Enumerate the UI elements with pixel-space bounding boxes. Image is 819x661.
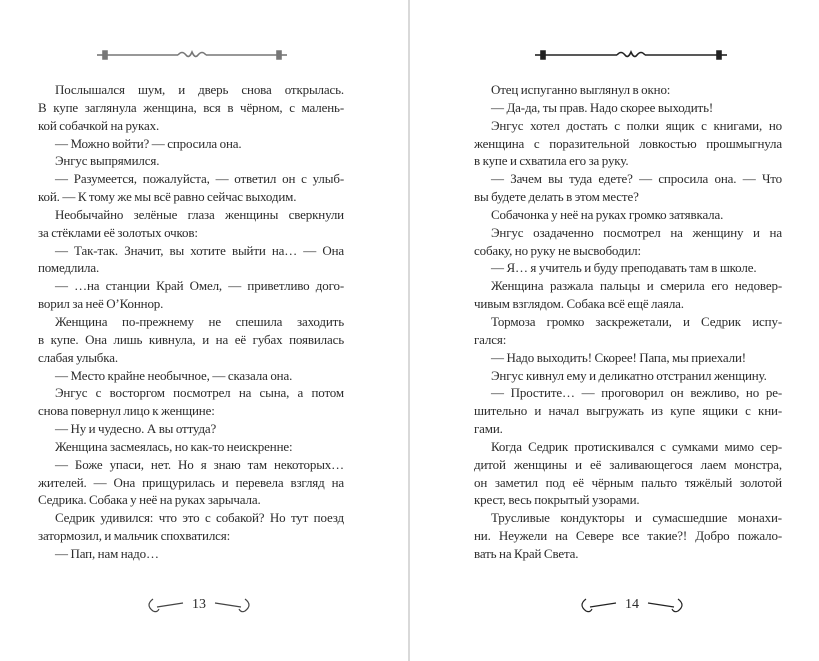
paragraph — [38, 313, 344, 367]
text-line: вать на Край Света. — [474, 545, 579, 561]
page-footer — [578, 592, 686, 618]
text-line: — Можно войти? — спросила она. — [55, 135, 242, 151]
paragraph — [38, 545, 344, 563]
text-line: Энгус хотел достать с полки ящик с книгами, но — [491, 117, 782, 133]
page-number: 13 — [192, 597, 206, 612]
text-line: дитой женщины и её заливающегося лаем монстра, — [474, 456, 782, 472]
swirl-left-icon — [145, 595, 185, 615]
swirl-right-icon — [213, 595, 253, 615]
paragraph — [474, 259, 782, 277]
text-line: В купе заглянула женщина, вся в чёрном, с малень- — [38, 99, 344, 115]
text-line: в купе. Она лишь кивнула, и на её губах появилась — [38, 331, 344, 347]
paragraph — [474, 509, 782, 563]
text-line: Женщина засмеялась, но как-то неискренне: — [55, 438, 293, 454]
paragraph — [38, 81, 344, 135]
paragraph — [474, 99, 782, 117]
header-ornament-icon — [97, 46, 287, 69]
text-line: — Боже упаси, нет. Но я знаю там некоторых… — [55, 456, 344, 472]
paragraph — [38, 456, 344, 510]
paragraph — [38, 206, 344, 242]
paragraph — [38, 438, 344, 456]
text-line: Седрик удивился: что это с собакой? Но тут поезд — [55, 510, 344, 526]
swirl-right-icon — [646, 595, 686, 615]
text-line: затормозил, и мальчик спохватился: — [38, 528, 231, 544]
paragraph — [474, 170, 782, 206]
text-line: кой собачкой на руках. — [38, 117, 160, 133]
paragraph — [38, 170, 344, 206]
swirl-left-icon — [578, 595, 618, 615]
text-line: — Разумеется, пожалуйста, — ответил он с улыб- — [55, 171, 344, 187]
text-line: собаку, но руку не высвободил: — [474, 242, 641, 258]
text-line: чивым взглядом. Собака всё ещё лаяла. — [474, 296, 684, 312]
text-line: Энгус озадаченно посмотрел на женщину и на — [491, 224, 782, 240]
text-line: Женщина по-прежнему не спешила заходить — [55, 313, 344, 329]
text-line: Когда Седрик протискивался с сумками мимо сер- — [491, 438, 782, 454]
paragraph — [474, 117, 782, 171]
text-line: Послышался шум, и дверь снова открылась. — [55, 82, 344, 97]
left-page-text — [38, 81, 344, 563]
text-line: он заметил под её чёрным пальто тяжёлый золотой — [474, 474, 782, 490]
text-line: снова повернул лицо к женщине: — [38, 403, 215, 419]
text-line: — Так-так. Значит, вы хотите выйти на… — Она — [55, 242, 344, 258]
text-line: — Простите… — проговорил он вежливо, но ре- — [491, 385, 782, 401]
page-footer — [145, 592, 253, 618]
text-line: помедлила. — [38, 260, 100, 276]
text-line: Энгус кивнул ему и деликатно отстранил женщину. — [491, 367, 767, 383]
text-line: Отец испуганно выглянул в окно: — [491, 82, 671, 97]
text-line: слабая улыбка. — [38, 349, 118, 365]
text-line: Трусливые кондукторы и сумасшедшие монахи- — [491, 510, 782, 526]
paragraph — [38, 152, 344, 170]
text-line: крест, весь покрытый узорами. — [474, 492, 640, 508]
right-page — [410, 0, 819, 661]
paragraph — [474, 349, 782, 367]
text-line: женщина с поразительной ловкостью прошмыгнула — [474, 135, 782, 151]
text-line: гался: — [474, 331, 507, 347]
text-line: — Да-да, ты прав. Надо скорее выходить! — [491, 99, 714, 115]
text-line: — Надо выходить! Скорее! Папа, мы приехали! — [491, 349, 746, 365]
text-line: Женщина разжала пальцы и смерила его недовер- — [491, 278, 782, 294]
paragraph — [38, 420, 344, 438]
text-line: Необычайно зелёные глаза женщины сверкнули — [55, 206, 344, 222]
text-line: кой. — К тому же мы всё равно сейчас выходим. — [38, 189, 297, 205]
text-line: Энгус с восторгом посмотрел на сына, а потом — [55, 385, 344, 401]
text-line: ворил за неё О’Коннор. — [38, 296, 164, 312]
text-line: — Пап, нам надо… — [55, 545, 159, 561]
paragraph — [474, 206, 782, 224]
paragraph — [474, 277, 782, 313]
text-line: — Зачем вы туда едете? — спросила она. — Что — [491, 171, 782, 187]
text-line: шительно и начал выгружать из купе ящики с кни- — [474, 403, 782, 419]
text-line: в купе и схватила его за руку. — [474, 153, 629, 169]
text-line: вы будете делать в этом месте? — [474, 189, 639, 205]
text-line: Седрика. Собака у неё на руках зарычала. — [38, 492, 261, 508]
paragraph — [474, 313, 782, 349]
header-ornament-icon — [535, 46, 727, 69]
text-line: — …на станции Край Омел, — приветливо дого- — [55, 278, 344, 294]
text-line: гами. — [474, 421, 503, 437]
paragraph — [38, 509, 344, 545]
text-line: — Я… я учитель и буду преподавать там в школе. — [491, 260, 757, 276]
paragraph — [38, 384, 344, 420]
paragraph — [38, 242, 344, 278]
paragraph — [474, 384, 782, 438]
left-page — [0, 0, 409, 661]
text-line: — Ну и чудесно. А вы оттуда? — [55, 421, 217, 437]
paragraph — [38, 277, 344, 313]
text-line: — Место крайне необычное, — сказала она. — [55, 367, 293, 383]
paragraph — [474, 224, 782, 260]
text-line: ни. Неужели на Севере все такие?! Добро пожало- — [474, 528, 782, 544]
text-line: Собачонка у неё на руках громко затявкала. — [491, 206, 724, 222]
text-line: Тормоза громко заскрежетали, и Седрик испу- — [491, 313, 782, 329]
right-page-text — [474, 81, 782, 563]
paragraph — [474, 81, 782, 99]
paragraph — [38, 135, 344, 153]
text-line: жителей. — Она прищурилась и перевела взгляд на — [38, 474, 344, 490]
text-line: за стёклами её золотых очков: — [38, 224, 198, 240]
paragraph — [474, 438, 782, 509]
paragraph — [474, 367, 782, 385]
paragraph — [38, 367, 344, 385]
page-number: 14 — [625, 597, 639, 612]
text-line: Энгус выпрямился. — [55, 153, 160, 169]
